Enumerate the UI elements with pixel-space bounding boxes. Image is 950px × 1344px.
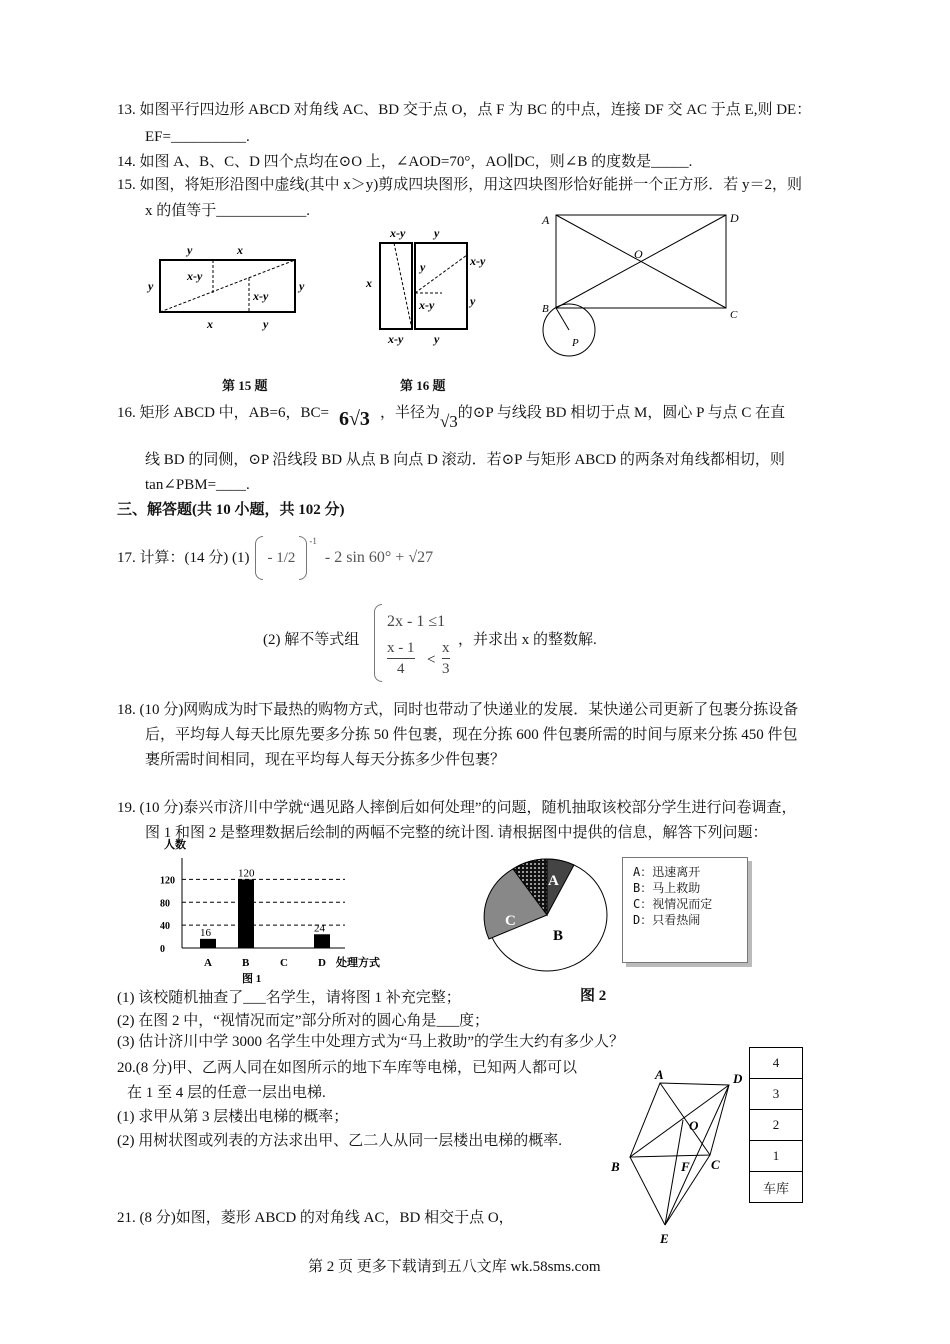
q16-line1 (117, 401, 786, 431)
q17-base-fraction: - 1/2 (267, 550, 296, 566)
label: B (611, 1159, 620, 1174)
numerator: x - 1 (387, 640, 415, 656)
label: y (434, 332, 440, 346)
y-tick-label: 0 (160, 944, 165, 955)
q14-text: 14. 如图 A、B、C、D 四个点均在⊙O 上，∠AOD=70°，AO∥DC，则∠B 的度数是_____. (117, 154, 693, 170)
rhombus-diagram (605, 1065, 765, 1245)
data-label: 120 (238, 867, 255, 880)
q20-line1: 20.(8 分)甲、乙两人同在如图所示的地下车库等电梯，已知两人都可以 (117, 1060, 577, 1076)
label: A (655, 1067, 664, 1082)
x-tick-label: A (204, 957, 212, 969)
q17-part2-tail: ，并求出 x 的整数解. (458, 632, 597, 648)
fig15-diagram (145, 238, 325, 338)
q19-sub1: (1) 该校随机抽查了___名学生，请将图 1 补充完整； (117, 990, 461, 1006)
pie-chart (485, 858, 610, 978)
label: y (263, 317, 269, 331)
q16-bc-value: 6√3 (338, 408, 370, 430)
label: y (434, 226, 440, 240)
bar-D (314, 934, 330, 948)
pie-label-b: B (553, 928, 564, 944)
label: y (420, 260, 426, 274)
label: x (366, 276, 372, 290)
q20-line2: 在 1 至 4 层的任意一层出电梯. (127, 1085, 326, 1101)
q18-line3: 裹所需时间相同，现在平均每人每天分拣多少件包裹？ (145, 752, 506, 768)
pie-label-c: C (505, 913, 516, 929)
bar-chart (160, 839, 390, 985)
data-label: 16 (200, 926, 211, 939)
label: x-y (187, 269, 203, 283)
label: x-y (253, 289, 269, 303)
floor-cell: 4 (750, 1048, 803, 1079)
fig16-square-pieces (362, 225, 502, 350)
brace (374, 604, 382, 682)
x-tick-label: C (280, 957, 288, 969)
bar-B (238, 879, 254, 948)
label: x (207, 317, 213, 331)
data-label: 24 (314, 922, 325, 935)
q16-text: 的⊙P 与线段 BD 相切于点 M，圆心 P 与点 C 在直 (457, 405, 786, 421)
y-axis-label: 人数 (164, 839, 186, 851)
q19-sub2: (2) 在图 2 中，“视情况而定”部分所对的圆心角是___度； (117, 1013, 490, 1029)
q13-line1: 13. 如图平行四边形 ABCD 对角线 AC、BD 交于点 O，点 F 为 BC 的中点，连接 DF 交 AC 于点 E,则 DE： (117, 102, 812, 118)
q19-line2: 图 1 和图 2 是整理数据后绘制的两幅不完整的统计图. 请根据图中提供的信息，解答下列问题： (145, 825, 768, 841)
q16-text: 16. 矩形 ABCD 中，AB=6，BC= (117, 405, 329, 421)
q13-line2: EF=__________. (145, 129, 250, 145)
ineq2-left (387, 638, 415, 679)
q15-line1: 15. 如图，将矩形沿图中虚线(其中 x＞y)剪成四块图形，用这四块图形恰好能拼一个正方形．若 y＝2，则 (117, 177, 802, 193)
section-heading: 三、解答题(共 10 小题，共 102 分) (117, 502, 345, 518)
numerator: x (442, 640, 450, 656)
pie-legend (622, 857, 748, 963)
label: x-y (470, 254, 486, 268)
legend-item: A：迅速离开 (633, 865, 701, 879)
q18-line1: 18. (10 分)网购成为时下最热的购物方式，同时也带动了快递业的发展．某快递公司更新了包裹分拣设备 (117, 702, 799, 718)
q15-line2: x 的值等于____________. (145, 203, 311, 219)
label: y (148, 279, 154, 293)
label: F (681, 1159, 690, 1174)
label: C (711, 1157, 720, 1172)
q17-label: 17. 计算：(14 分) (1) (117, 550, 250, 566)
legend-item: C：视情况而定 (633, 897, 713, 911)
denominator: 3 (442, 658, 450, 679)
q16-line3: tan∠PBM=____. (145, 477, 250, 493)
label: D (730, 211, 739, 225)
less-than: < (427, 652, 436, 668)
q17-part2: (2) 解不等式组 (263, 632, 360, 648)
y-tick-label: 40 (160, 921, 170, 933)
q16-text: ，半径为 (379, 405, 440, 421)
fig15-caption: 第 15 题 (222, 378, 268, 393)
y-tick-label: 120 (160, 875, 175, 887)
x-tick-label: D (318, 957, 326, 969)
q16-radius: √3 (439, 412, 458, 431)
label: x-y (419, 298, 435, 312)
label: x (237, 243, 243, 257)
x-axis-label: 处理方式 (336, 957, 380, 969)
q19-line1: 19. (10 分)泰兴市济川中学就“遇见路人摔倒后如何处理”的问题，随机抽取该校部分学生进行问卷调查， (117, 800, 797, 816)
ineq2-right (442, 638, 450, 679)
denominator: 4 (387, 658, 415, 679)
label: C (730, 309, 738, 321)
paren-right (299, 536, 307, 580)
chart-title: 图 1 (242, 973, 262, 985)
elevator-floors (749, 1047, 803, 1203)
legend-item: B：马上救助 (633, 881, 701, 895)
paren-left (255, 536, 263, 580)
label: D (733, 1071, 743, 1086)
label: O (634, 247, 643, 261)
y-tick-label: 80 (160, 898, 170, 910)
page-footer: 第 2 页 更多下载请到五八文库 wk.58sms.com (308, 1259, 601, 1275)
fig-rectangle-circle (540, 210, 750, 360)
q17-expression: - 2 sin 60° + √27 (324, 549, 434, 566)
floor-cell: 1 (750, 1141, 803, 1172)
label: x-y (388, 332, 404, 346)
label: y (299, 279, 305, 293)
q19-sub3: (3) 估计济川中学 3000 名学生中处理方式为“马上救助”的学生大约有多少人？ (117, 1034, 625, 1050)
label: B (542, 303, 549, 315)
legend-item: D：只看热闹 (633, 913, 701, 927)
q20-sub2: (2) 用树状图或列表的方法求出甲、乙二人从同一层楼出电梯的概率. (117, 1133, 562, 1149)
label: P (572, 337, 579, 349)
label: y (470, 294, 476, 308)
x-tick-label: B (242, 957, 250, 969)
label: A (542, 213, 550, 227)
q18-line2: 后，平均每人每天比原先要多分拣 50 件包裹，现在分拣 600 件包裹所需的时间与原来分拣 450 件包 (145, 727, 798, 743)
label: O (689, 1118, 699, 1133)
label: y (187, 243, 193, 257)
q17-part1 (117, 536, 433, 580)
floor-cell: 2 (750, 1110, 803, 1141)
q20-sub1: (1) 求甲从第 3 层楼出电梯的概率； (117, 1109, 349, 1125)
label: x-y (390, 226, 406, 240)
label: E (660, 1231, 669, 1246)
q16-line2: 线 BD 的同侧，⊙P 沿线段 BD 从点 B 向点 D 滚动．若⊙P 与矩形 ABCD 的两条对角线都相切，则 (145, 452, 785, 468)
floor-cell: 3 (750, 1079, 803, 1110)
bar-A (200, 939, 216, 948)
q17-exponent: -1 (309, 536, 317, 546)
fig2-caption: 图 2 (580, 988, 607, 1004)
q21-line1: 21. (8 分)如图，菱形 ABCD 的对角线 AC，BD 相交于点 O， (117, 1210, 514, 1226)
fig16-caption: 第 16 题 (400, 378, 446, 393)
pie-label-a: A (548, 873, 559, 889)
floor-cell: 车库 (750, 1172, 803, 1203)
ineq1: 2x - 1 ≤1 (387, 613, 446, 630)
